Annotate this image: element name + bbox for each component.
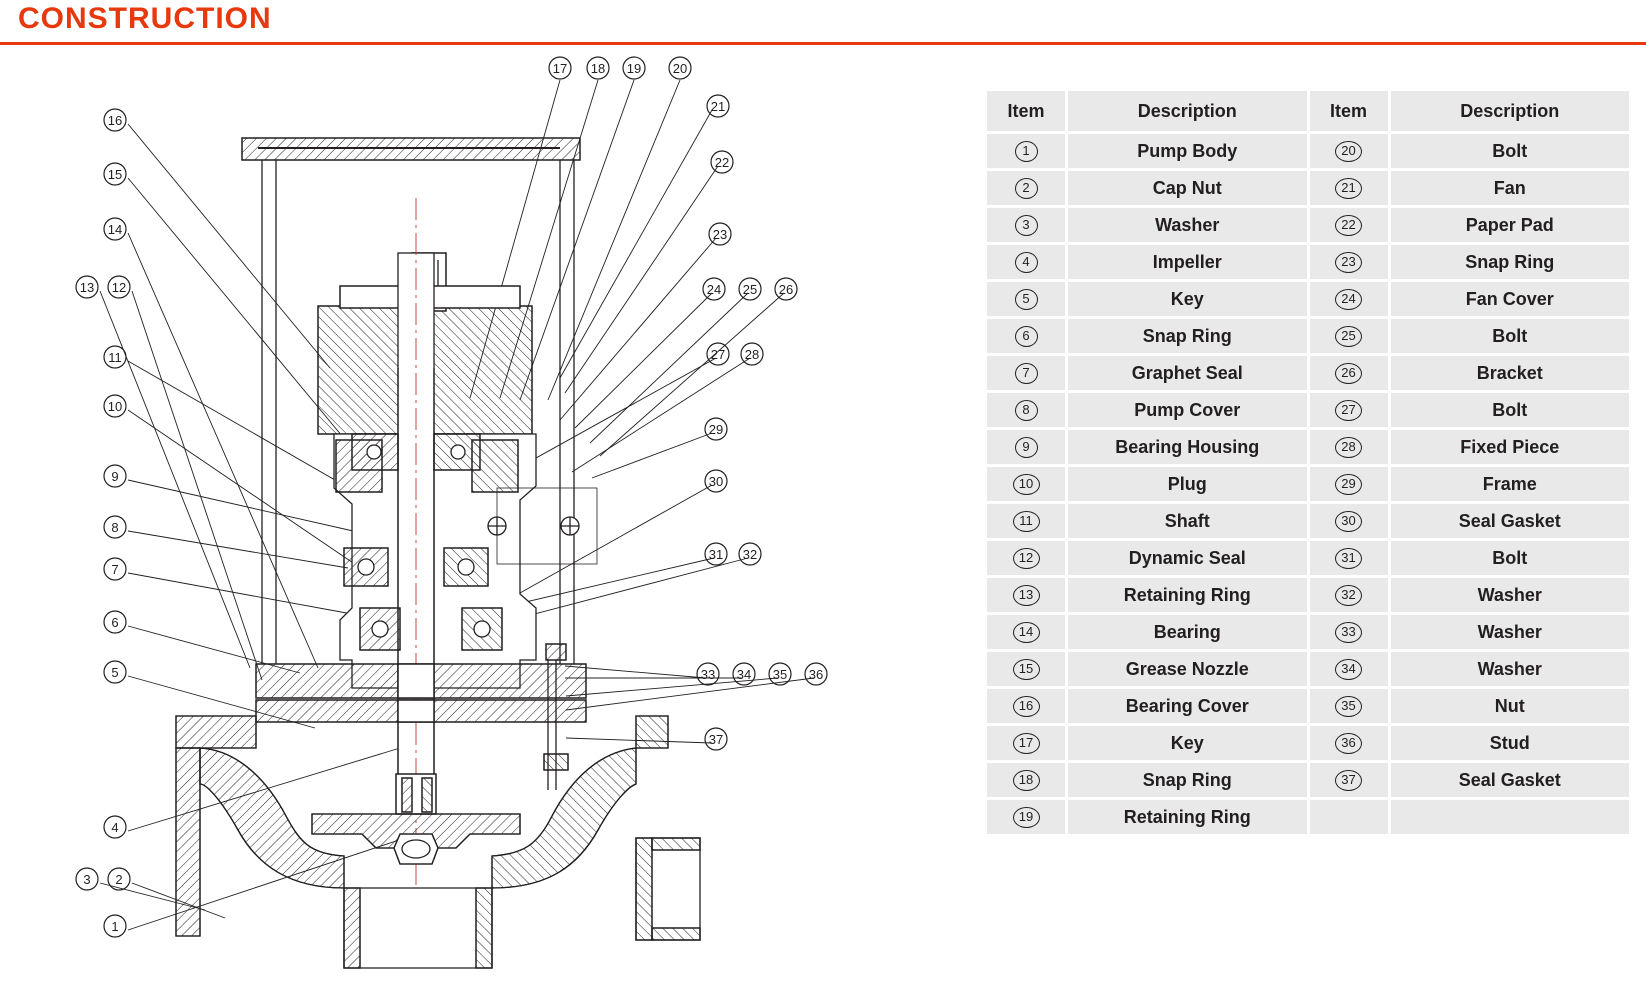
svg-text:32: 32 — [742, 547, 758, 562]
item-description-right: Stud — [1391, 726, 1630, 760]
parts-list-table — [984, 88, 1632, 837]
item-number-left — [987, 245, 1065, 279]
item-number-badge: 25 — [1335, 326, 1362, 347]
svg-text:33: 33 — [700, 667, 716, 682]
item-description-right: Fan — [1391, 171, 1630, 205]
item-description-left: Pump Cover — [1068, 393, 1307, 427]
table-row — [987, 356, 1629, 390]
svg-text:10: 10 — [107, 399, 123, 414]
item-number-right — [1310, 467, 1388, 501]
item-number-badge: 28 — [1335, 437, 1362, 458]
svg-text:13: 13 — [79, 280, 95, 295]
item-number-right — [1310, 134, 1388, 168]
item-description-right: Washer — [1391, 615, 1630, 649]
item-number-left — [987, 282, 1065, 316]
item-number-badge: 31 — [1335, 548, 1362, 569]
svg-text:14: 14 — [107, 222, 123, 237]
table-row — [987, 578, 1629, 612]
svg-text:7: 7 — [111, 562, 119, 577]
item-description-left: Key — [1068, 282, 1307, 316]
item-number-left — [987, 726, 1065, 760]
header-item-left: Item — [987, 91, 1065, 131]
item-number-left — [987, 689, 1065, 723]
svg-text:37: 37 — [708, 732, 724, 747]
table-row — [987, 504, 1629, 538]
item-number-right — [1310, 800, 1388, 834]
header-rule — [0, 42, 1646, 45]
item-number-right — [1310, 208, 1388, 242]
item-number-badge: 34 — [1335, 659, 1362, 680]
item-description-left: Cap Nut — [1068, 171, 1307, 205]
table-row — [987, 652, 1629, 686]
item-number-right — [1310, 652, 1388, 686]
svg-text:34: 34 — [736, 667, 752, 682]
item-number-right — [1310, 430, 1388, 464]
item-number-right — [1310, 726, 1388, 760]
table-row — [987, 467, 1629, 501]
header-desc-right: Description — [1391, 91, 1630, 131]
table-row — [987, 171, 1629, 205]
item-number-badge: 12 — [1013, 548, 1040, 569]
item-number-badge: 29 — [1335, 474, 1362, 495]
svg-text:8: 8 — [111, 520, 119, 535]
page-header — [0, 0, 1646, 48]
item-number-badge: 3 — [1015, 215, 1038, 236]
svg-text:30: 30 — [708, 474, 724, 489]
item-description-left: Retaining Ring — [1068, 578, 1307, 612]
table-row — [987, 763, 1629, 797]
item-number-left — [987, 467, 1065, 501]
item-description-left: Snap Ring — [1068, 319, 1307, 353]
item-description-left: Graphet Seal — [1068, 356, 1307, 390]
table-row — [987, 282, 1629, 316]
item-number-left — [987, 430, 1065, 464]
svg-text:1: 1 — [111, 919, 119, 934]
item-number-badge: 18 — [1013, 770, 1040, 791]
item-description-right: Snap Ring — [1391, 245, 1630, 279]
item-number-right — [1310, 763, 1388, 797]
item-number-badge: 32 — [1335, 585, 1362, 606]
table-row — [987, 689, 1629, 723]
table-row — [987, 134, 1629, 168]
item-number-badge: 27 — [1335, 400, 1362, 421]
item-number-badge: 23 — [1335, 252, 1362, 273]
item-description-right: Washer — [1391, 578, 1630, 612]
svg-text:22: 22 — [714, 155, 730, 170]
svg-text:31: 31 — [708, 547, 724, 562]
table-header-row — [987, 91, 1629, 131]
item-number-left — [987, 615, 1065, 649]
item-number-left — [987, 541, 1065, 575]
item-description-right: Frame — [1391, 467, 1630, 501]
item-number-badge: 10 — [1013, 474, 1040, 495]
item-description-left: Bearing Housing — [1068, 430, 1307, 464]
table-row — [987, 541, 1629, 575]
svg-text:15: 15 — [107, 167, 123, 182]
svg-text:19: 19 — [626, 61, 642, 76]
item-number-badge: 19 — [1013, 807, 1040, 828]
parts-table — [984, 88, 1632, 837]
item-number-badge: 15 — [1013, 659, 1040, 680]
svg-text:18: 18 — [590, 61, 606, 76]
item-description-right: Bolt — [1391, 319, 1630, 353]
svg-text:12: 12 — [111, 280, 127, 295]
item-description-left: Washer — [1068, 208, 1307, 242]
svg-text:36: 36 — [808, 667, 824, 682]
svg-text:5: 5 — [111, 665, 119, 680]
item-description-left: Key — [1068, 726, 1307, 760]
item-description-right: Bolt — [1391, 134, 1630, 168]
svg-text:4: 4 — [111, 820, 119, 835]
svg-text:27: 27 — [710, 347, 726, 362]
item-number-badge: 35 — [1335, 696, 1362, 717]
header-item-right: Item — [1310, 91, 1388, 131]
item-number-left — [987, 652, 1065, 686]
item-number-left — [987, 504, 1065, 538]
svg-text:25: 25 — [742, 282, 758, 297]
item-number-left — [987, 578, 1065, 612]
item-number-badge: 26 — [1335, 363, 1362, 384]
table-row — [987, 615, 1629, 649]
table-row — [987, 208, 1629, 242]
item-description-right: Washer — [1391, 652, 1630, 686]
item-number-left — [987, 208, 1065, 242]
svg-text:21: 21 — [710, 99, 726, 114]
item-number-badge: 37 — [1335, 770, 1362, 791]
item-description-left: Retaining Ring — [1068, 800, 1307, 834]
svg-text:16: 16 — [107, 113, 123, 128]
item-description-left: Shaft — [1068, 504, 1307, 538]
item-description-right: Seal Gasket — [1391, 763, 1630, 797]
item-number-right — [1310, 356, 1388, 390]
item-number-left — [987, 171, 1065, 205]
item-number-right — [1310, 615, 1388, 649]
item-description-right — [1391, 800, 1630, 834]
table-row — [987, 800, 1629, 834]
item-number-left — [987, 134, 1065, 168]
item-description-left: Grease Nozzle — [1068, 652, 1307, 686]
svg-text:3: 3 — [83, 872, 91, 887]
item-number-badge: 9 — [1015, 437, 1038, 458]
item-number-badge: 14 — [1013, 622, 1040, 643]
item-description-left: Snap Ring — [1068, 763, 1307, 797]
svg-text:9: 9 — [111, 469, 119, 484]
pump-section-drawing — [0, 48, 980, 1000]
item-number-left — [987, 800, 1065, 834]
item-number-badge: 11 — [1013, 511, 1040, 532]
item-number-badge: 24 — [1335, 289, 1362, 310]
item-number-right — [1310, 689, 1388, 723]
item-number-right — [1310, 504, 1388, 538]
item-number-badge: 1 — [1015, 141, 1038, 162]
table-row — [987, 430, 1629, 464]
item-description-left: Dynamic Seal — [1068, 541, 1307, 575]
table-row — [987, 245, 1629, 279]
item-number-badge: 5 — [1015, 289, 1038, 310]
svg-text:17: 17 — [552, 61, 568, 76]
item-description-left: Bearing Cover — [1068, 689, 1307, 723]
item-description-right: Fan Cover — [1391, 282, 1630, 316]
item-description-right: Fixed Piece — [1391, 430, 1630, 464]
item-number-badge: 33 — [1335, 622, 1362, 643]
item-description-left: Bearing — [1068, 615, 1307, 649]
svg-text:2: 2 — [115, 872, 123, 887]
item-number-badge: 8 — [1015, 400, 1038, 421]
item-number-right — [1310, 245, 1388, 279]
page-title: CONSTRUCTION — [18, 2, 272, 35]
item-description-right: Bolt — [1391, 541, 1630, 575]
item-description-right: Paper Pad — [1391, 208, 1630, 242]
svg-text:6: 6 — [111, 615, 119, 630]
item-number-badge: 13 — [1013, 585, 1040, 606]
item-number-left — [987, 393, 1065, 427]
svg-text:24: 24 — [706, 282, 722, 297]
svg-text:28: 28 — [744, 347, 760, 362]
item-description-left: Pump Body — [1068, 134, 1307, 168]
item-description-right: Nut — [1391, 689, 1630, 723]
item-description-right: Seal Gasket — [1391, 504, 1630, 538]
item-number-right — [1310, 319, 1388, 353]
item-description-left: Plug — [1068, 467, 1307, 501]
item-number-left — [987, 763, 1065, 797]
item-number-badge: 7 — [1015, 363, 1038, 384]
table-row — [987, 393, 1629, 427]
item-number-badge: 21 — [1335, 178, 1362, 199]
item-description-right: Bolt — [1391, 393, 1630, 427]
item-number-badge: 4 — [1015, 252, 1038, 273]
table-row — [987, 319, 1629, 353]
svg-text:11: 11 — [108, 350, 122, 365]
item-number-badge: 16 — [1013, 696, 1040, 717]
item-number-right — [1310, 282, 1388, 316]
item-description-right: Bracket — [1391, 356, 1630, 390]
item-description-left: Impeller — [1068, 245, 1307, 279]
svg-text:26: 26 — [778, 282, 794, 297]
svg-text:23: 23 — [712, 227, 728, 242]
header-desc-left: Description — [1068, 91, 1307, 131]
item-number-badge: 20 — [1335, 141, 1362, 162]
item-number-right — [1310, 393, 1388, 427]
item-number-badge: 17 — [1013, 733, 1040, 754]
item-number-left — [987, 319, 1065, 353]
item-number-right — [1310, 541, 1388, 575]
svg-text:29: 29 — [708, 422, 724, 437]
item-number-right — [1310, 171, 1388, 205]
svg-text:35: 35 — [772, 667, 788, 682]
svg-text:20: 20 — [672, 61, 688, 76]
item-number-left — [987, 356, 1065, 390]
item-number-badge: 22 — [1335, 215, 1362, 236]
table-row — [987, 726, 1629, 760]
item-number-badge: 36 — [1335, 733, 1362, 754]
item-number-badge: 6 — [1015, 326, 1038, 347]
item-number-badge: 30 — [1335, 511, 1362, 532]
item-number-right — [1310, 578, 1388, 612]
item-number-badge: 2 — [1015, 178, 1038, 199]
